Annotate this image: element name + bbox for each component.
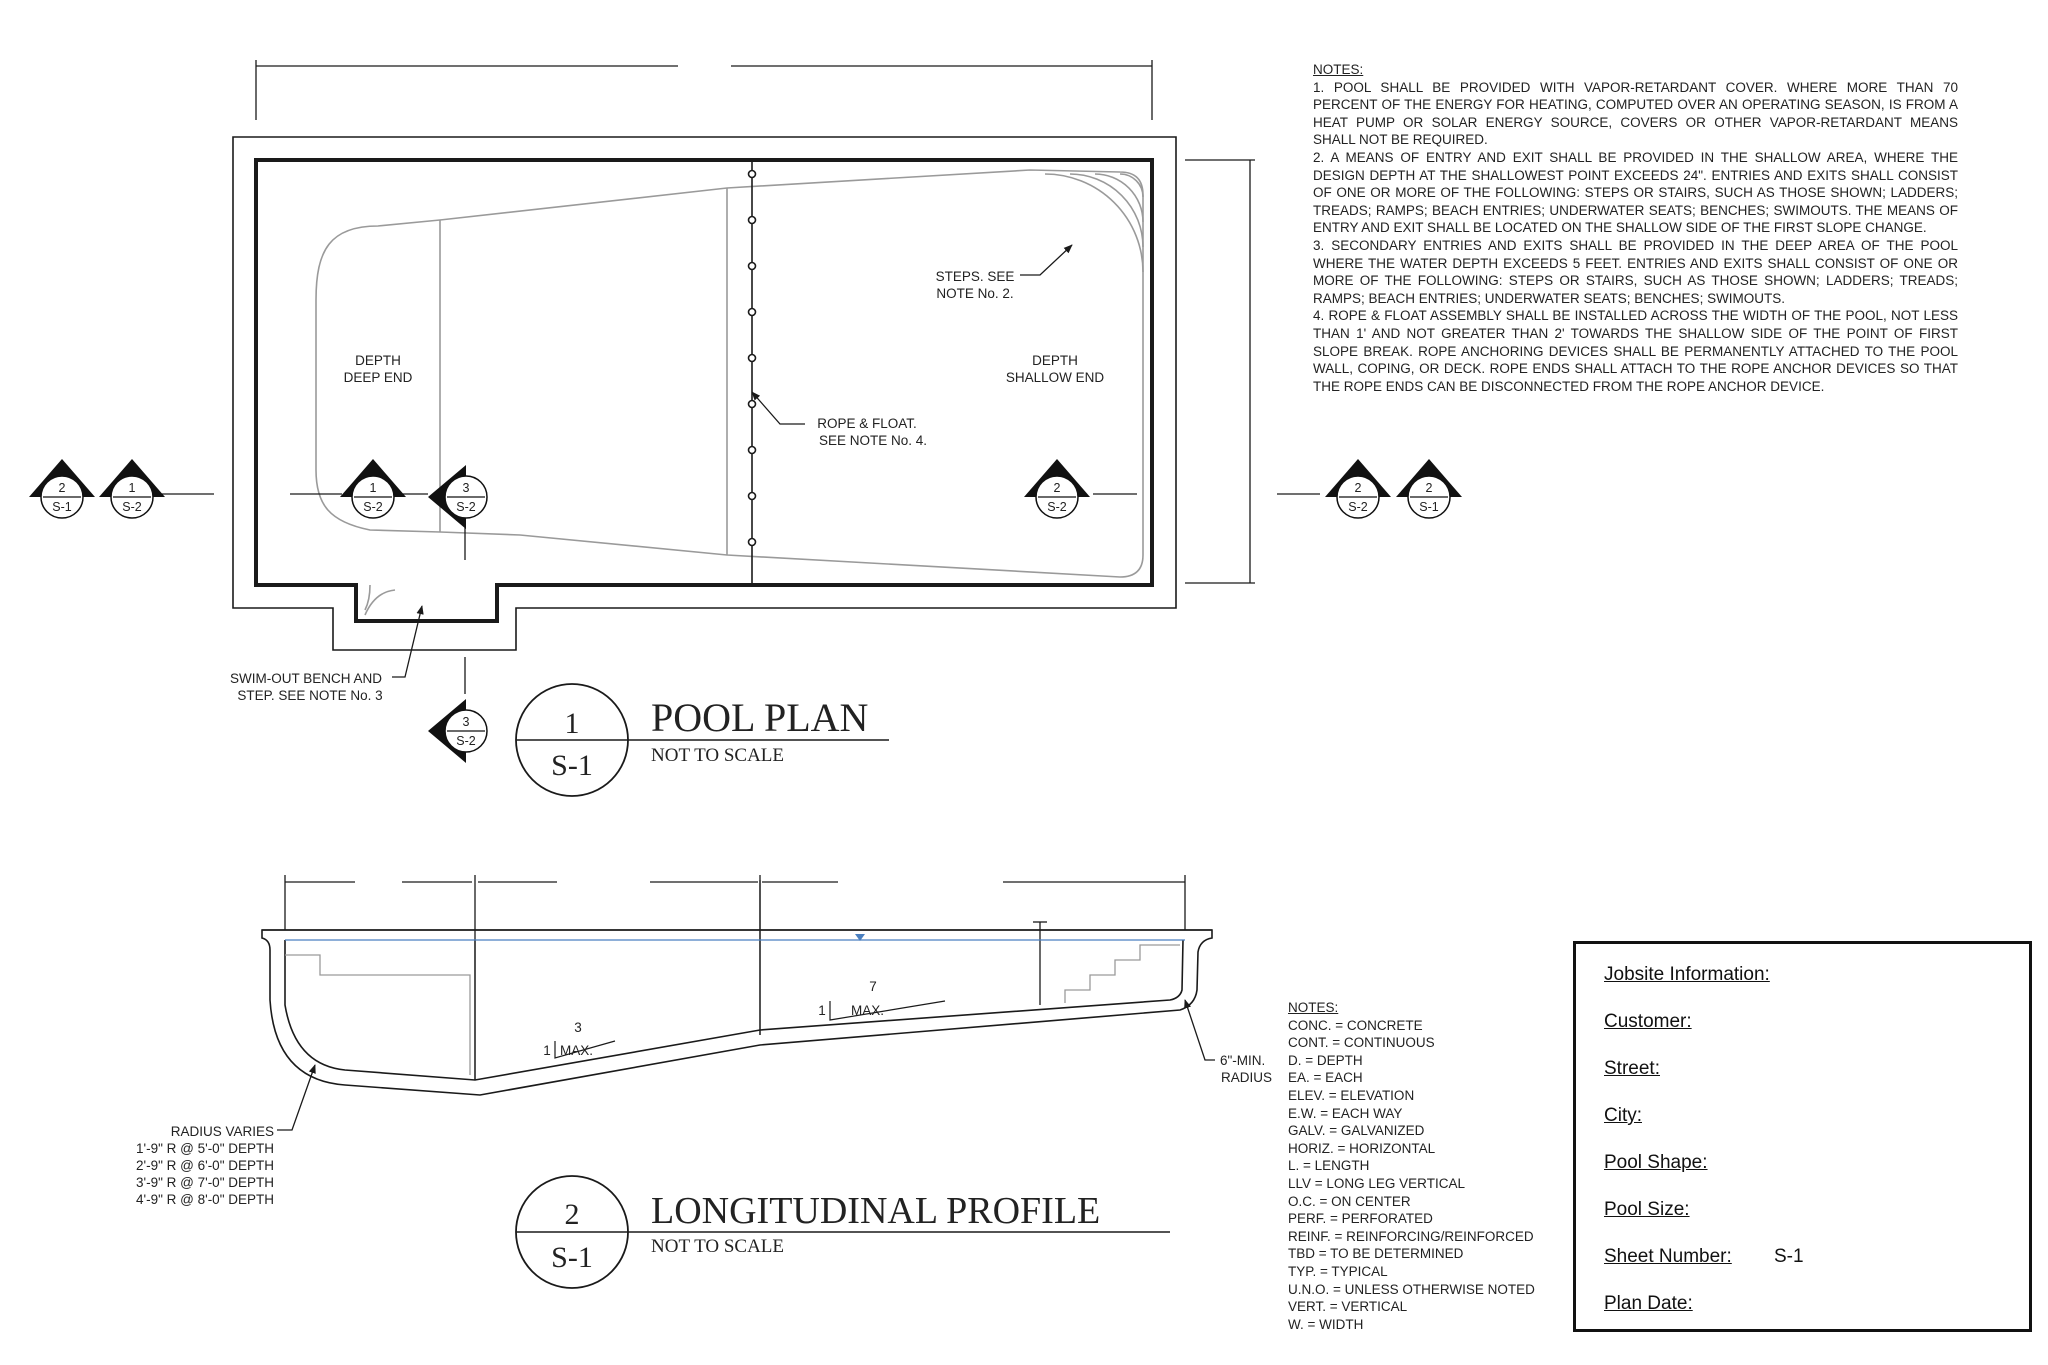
- deep-end-label-2: DEEP END: [343, 370, 413, 385]
- section-marker-top: 2: [1354, 481, 1362, 495]
- abbreviation-item: PERF. = PERFORATED: [1288, 1211, 1433, 1227]
- plan-title: POOL PLAN: [651, 695, 869, 740]
- profile-detail-number: 2: [564, 1198, 580, 1231]
- steps-label-1: STEPS. SEE: [935, 269, 1015, 284]
- shallow-end-label-1: DEPTH: [1032, 353, 1078, 368]
- plan-floor-lines: [316, 170, 1143, 615]
- note-item: 1. POOL SHALL BE PROVIDED WITH VAPOR-RETARDANT COVER. WHERE MORE THAN 70 PERCENT OF THE ENERGY FOR HEATING, COMPUTED OVER AN OPERATING SEASON, IS FROM A HEAT PUMP OR SOLAR ENERGY SOURCE, COVERS OR OTHER VAPOR-RETARDANT MEANS SHALL NOT BE REQUIRED.: [1313, 79, 1958, 148]
- slope2-run: 7: [869, 979, 877, 994]
- section-marker: [340, 459, 406, 518]
- profile-shell-outer: [262, 930, 1212, 1095]
- plan-top-dimension: [256, 60, 1152, 120]
- profile-title: LONGITUDINAL PROFILE: [651, 1190, 1101, 1232]
- abbreviation-item: VERT. = VERTICAL: [1288, 1299, 1408, 1315]
- jobsite-title: Jobsite Information:: [1604, 964, 1770, 985]
- profile-steps: [1065, 945, 1180, 1003]
- radius-varies-2: 1'-9" R @ 5'-0" DEPTH: [136, 1141, 274, 1156]
- profile-drawing: [262, 875, 1215, 1130]
- steps-label-2: NOTE No. 2.: [936, 286, 1014, 301]
- plan-leaders: [392, 245, 1072, 677]
- section-marker-top: 3: [462, 481, 470, 495]
- abbreviations-heading: NOTES:: [1288, 1000, 1339, 1015]
- plan-detail-number: 1: [564, 707, 580, 740]
- radius-varies-4: 3'-9" R @ 7'-0" DEPTH: [136, 1175, 274, 1190]
- profile-detail-sheet: S-1: [551, 1241, 593, 1274]
- abbreviation-item: ELEV. = ELEVATION: [1288, 1087, 1415, 1103]
- plan-title-block: [516, 684, 889, 796]
- profile-labels: [136, 979, 1272, 1207]
- pool-plan: [155, 60, 1320, 694]
- rope-label-1: ROPE & FLOAT.: [817, 416, 917, 431]
- section-marker: [428, 699, 487, 763]
- plan-right-dimension: [1185, 160, 1255, 583]
- abbreviation-item: EA. = EACH: [1288, 1070, 1363, 1086]
- section-marker-bottom: S-2: [1047, 500, 1067, 514]
- deep-end-label-1: DEPTH: [355, 353, 401, 368]
- section-marker-bottom: S-2: [1348, 500, 1368, 514]
- abbreviation-item: GALV. = GALVANIZED: [1288, 1123, 1425, 1139]
- radius-min-2: RADIUS: [1221, 1070, 1273, 1085]
- pool-size-field: Pool Size:: [1604, 1199, 1690, 1220]
- profile-shell-inner: [285, 940, 1183, 1080]
- abbreviation-item: LLV = LONG LEG VERTICAL: [1288, 1175, 1465, 1191]
- abbreviation-item: CONT. = CONTINUOUS: [1288, 1035, 1435, 1051]
- section-marker: [1325, 459, 1391, 518]
- section-marker-top: 1: [128, 481, 136, 495]
- plan-pool-wall: [256, 160, 1152, 621]
- sheet-number-field: Sheet Number: S-1: [1604, 1246, 1804, 1267]
- slope1-rise: 1: [543, 1043, 551, 1058]
- abbreviation-item: CONC. = CONCRETE: [1288, 1017, 1423, 1033]
- abbreviation-item: HORIZ. = HORIZONTAL: [1288, 1140, 1436, 1156]
- section-marker-top: 3: [462, 715, 470, 729]
- sheet-number-value: S-1: [1774, 1246, 1804, 1267]
- section-marker-top: 2: [1425, 481, 1433, 495]
- section-marker-bottom: S-2: [456, 500, 476, 514]
- section-marker: [29, 459, 95, 518]
- section-marker: [1024, 459, 1090, 518]
- city-field: City:: [1604, 1105, 1642, 1126]
- slope1-run: 3: [574, 1020, 582, 1035]
- radius-varies-1: RADIUS VARIES: [170, 1124, 274, 1139]
- customer-field: Customer:: [1604, 1011, 1692, 1032]
- slope2-max: MAX.: [851, 1003, 885, 1018]
- plan-date-field: Plan Date:: [1604, 1293, 1693, 1314]
- section-marker: [1396, 459, 1462, 518]
- section-marker-bottom: S-2: [456, 734, 476, 748]
- plan-detail-sheet: S-1: [551, 749, 593, 782]
- swimout-label-1: SWIM-OUT BENCH AND: [229, 671, 383, 686]
- abbreviation-item: TBD = TO BE DETERMINED: [1288, 1246, 1464, 1262]
- profile-bench: [285, 955, 470, 1075]
- abbreviation-item: U.N.O. = UNLESS OTHERWISE NOTED: [1288, 1281, 1535, 1297]
- section-marker-bottom: S-1: [1419, 500, 1439, 514]
- radius-varies-5: 4'-9" R @ 8'-0" DEPTH: [136, 1192, 274, 1207]
- abbreviation-item: O.C. = ON CENTER: [1288, 1193, 1411, 1209]
- abbreviation-item: REINF. = REINFORCING/REINFORCED: [1288, 1228, 1534, 1244]
- notes-heading: NOTES:: [1313, 62, 1364, 77]
- note-item: 4. ROPE & FLOAT ASSEMBLY SHALL BE INSTALLED ACROSS THE WIDTH OF THE POOL, NOT LESS THAN 1' AND NOT GREATER THAN 2' TOWARDS THE SHALLOW SIDE OF THE POINT OF FIRST SLOPE BREAK. ROPE ANCHORING DEVICES SHALL BE PERMANENTLY ATTACHED TO THE POOL WALL, COPING, OR DECK. ROPE ENDS SHALL ATTACH TO THE ROPE ANCHOR DEVICES SO THAT THE ROPE ENDS CAN BE DISCONNECTED FROM THE ROPE ANCHOR DEVICE.: [1313, 308, 1958, 394]
- general-notes: [1313, 61, 1958, 395]
- slope1-max: MAX.: [560, 1043, 594, 1058]
- rope-label-2: SEE NOTE No. 4.: [818, 433, 928, 448]
- swimout-label-2: STEP. SEE NOTE No. 3: [237, 688, 383, 703]
- section-marker-top: 2: [1053, 481, 1061, 495]
- radius-varies-3: 2'-9" R @ 6'-0" DEPTH: [136, 1158, 274, 1173]
- plan-deck-outline: [233, 137, 1176, 650]
- section-marker: [428, 465, 487, 529]
- section-marker-bottom: S-2: [122, 500, 142, 514]
- note-item: 2. A MEANS OF ENTRY AND EXIT SHALL BE PROVIDED IN THE SHALLOW AREA, WHERE THE DESIGN DEPTH AT THE SHALLOWEST POINT EXCEEDS 24". ENTRIES AND EXITS SHALL CONSIST OF ONE OR MORE OF THE FOLLOWING: STEPS OR STAIRS, SUCH AS THOSE SHOWN; LADDERS; TREADS; RAMPS; BEACH ENTRIES; UNDERWATER SEATS; BENCHES; SWIMOUTS. THE MEANS OF ENTRY AND EXIT SHALL BE LOCATED ON THE SHALLOW SIDE OF THE FIRST SLOPE CHANGE.: [1313, 149, 1958, 236]
- section-marker-bottom: S-2: [363, 500, 383, 514]
- slope-markers: [555, 1001, 945, 1058]
- abbreviation-item: D. = DEPTH: [1288, 1052, 1363, 1068]
- jobsite-info-box: [1573, 941, 2032, 1332]
- abbreviation-item: TYP. = TYPICAL: [1288, 1263, 1388, 1279]
- plan-scale: NOT TO SCALE: [651, 745, 785, 766]
- abbreviation-item: L. = LENGTH: [1288, 1158, 1370, 1174]
- profile-title-block: [516, 1176, 1170, 1288]
- section-marker-top: 1: [369, 481, 377, 495]
- plan-rope-float: [749, 160, 756, 585]
- profile-scale: NOT TO SCALE: [651, 1236, 785, 1257]
- pool-shape-field: Pool Shape:: [1604, 1152, 1708, 1173]
- radius-min-1: 6"-MIN.: [1220, 1053, 1266, 1068]
- note-item: 3. SECONDARY ENTRIES AND EXITS SHALL BE PROVIDED IN THE DEEP AREA OF THE POOL WHERE THE WATER DEPTH EXCEEDS 5 FEET. ENTRIES AND EXITS SHALL CONSIST OF ONE OR MORE OF THE FOLLOWING: STEPS OR STAIRS, SUCH AS THOSE SHOWN; LADDERS; TREADS; RAMPS; BEACH ENTRIES; UNDERWATER SEATS; BENCHES; SWIMOUTS.: [1313, 237, 1958, 306]
- slope2-rise: 1: [818, 1003, 826, 1018]
- shallow-end-label-2: SHALLOW END: [1005, 370, 1105, 385]
- section-marker: [99, 459, 165, 518]
- section-marker-bottom: S-1: [52, 500, 72, 514]
- abbreviation-item: E.W. = EACH WAY: [1288, 1105, 1403, 1121]
- street-field: Street:: [1604, 1058, 1660, 1079]
- section-marker-top: 2: [58, 481, 66, 495]
- abbreviation-item: W. = WIDTH: [1288, 1316, 1364, 1332]
- plan-section-lines: [155, 494, 1320, 694]
